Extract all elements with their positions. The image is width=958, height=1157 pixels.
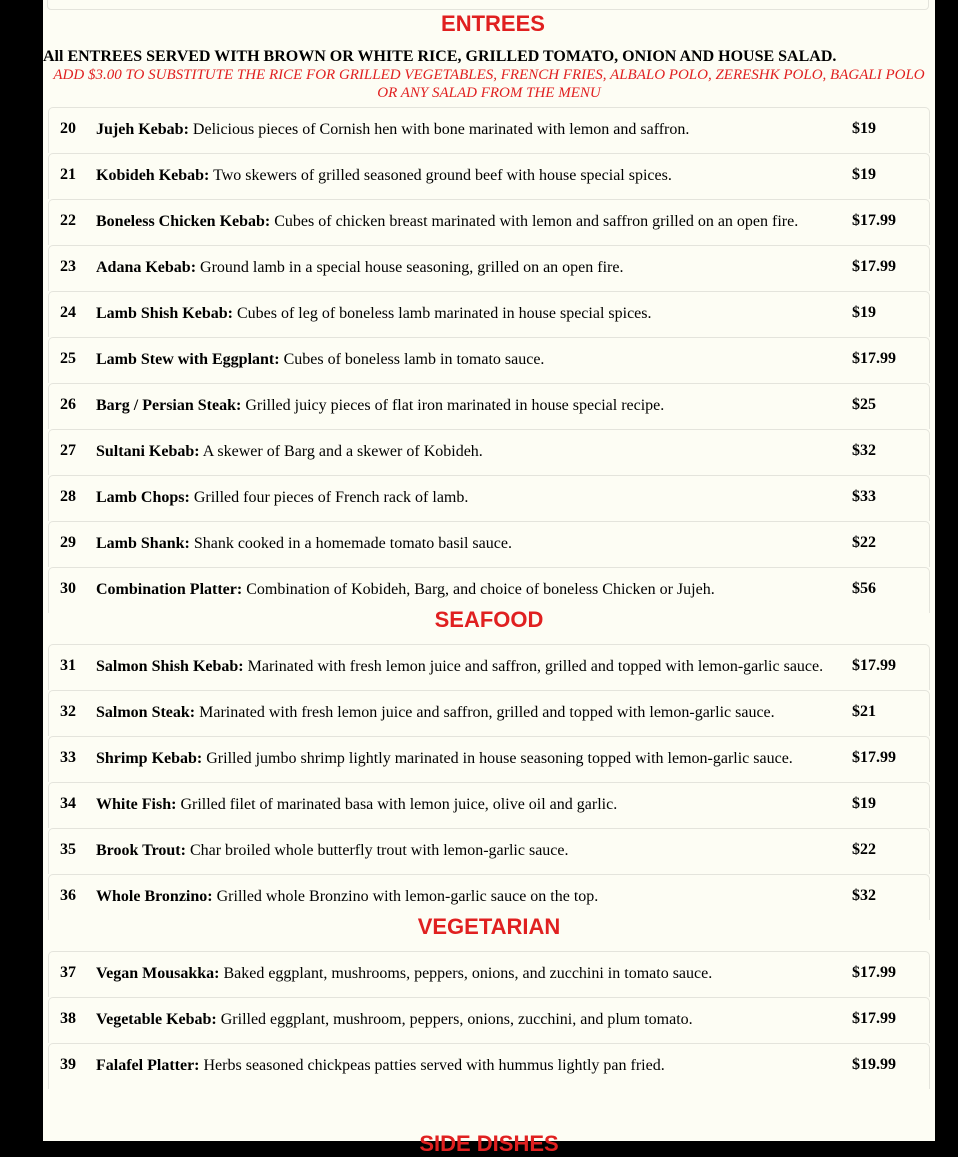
item-number: 23	[60, 258, 76, 275]
item-description: Cubes of boneless lamb in tomato sauce.	[283, 351, 545, 368]
previous-item-row	[47, 0, 929, 10]
item-name: Combination Platter:	[96, 581, 243, 598]
item-description: Grilled four pieces of French rack of lamb.	[193, 489, 469, 506]
item-price: $17.99	[852, 1010, 896, 1027]
item-name: Shrimp Kebab:	[96, 750, 203, 767]
item-name: Falafel Platter:	[96, 1057, 200, 1074]
item-description: Combination of Kobideh, Barg, and choice of boneless Chicken or Jujeh.	[246, 581, 715, 598]
item-name: Lamb Shish Kebab:	[96, 305, 233, 322]
item-description: Marinated with fresh lemon juice and saffron, grilled and topped with lemon-garlic sauce.	[247, 658, 824, 675]
item-name: Kobideh Kebab:	[96, 167, 210, 184]
menu-item	[48, 337, 930, 383]
menu-item	[48, 644, 930, 690]
item-text	[96, 1057, 836, 1075]
seafood-heading: SEAFOOD	[434, 607, 544, 632]
item-description: Baked eggplant, mushrooms, peppers, onions, and zucchini in tomato sauce.	[223, 965, 713, 982]
item-price: $19	[852, 120, 876, 137]
substitution-note: ADD $3.00 TO SUBSTITUTE THE RICE FOR GRILLED VEGETABLES, FRENCH FRIES, ALBALO POLO, ZERESHK POLO, BAGALI POLO OR ANY SALAD FROM THE MENU	[53, 67, 925, 101]
item-name: Vegan Mousakka:	[96, 965, 220, 982]
item-name: Brook Trout:	[96, 842, 186, 859]
item-description: Grilled juicy pieces of flat iron marinated in house special recipe.	[245, 397, 665, 414]
menu-item	[48, 429, 930, 475]
item-name: Vegetable Kebab:	[96, 1011, 217, 1028]
item-price: $22	[852, 534, 876, 551]
item-number: 29	[60, 534, 76, 551]
item-description: Ground lamb in a special house seasoning, grilled on an open fire.	[200, 259, 624, 276]
item-price: $19	[852, 304, 876, 321]
item-price: $17.99	[852, 258, 896, 275]
item-text	[96, 305, 836, 323]
item-price: $25	[852, 396, 876, 413]
item-name: Whole Bronzino:	[96, 888, 213, 905]
item-description: Char broiled whole butterfly trout with lemon-garlic sauce.	[189, 842, 569, 859]
item-name: Jujeh Kebab:	[96, 121, 189, 138]
item-description: Shank cooked in a homemade tomato basil sauce.	[193, 535, 512, 552]
entrees-served-with-note: All ENTREES SERVED WITH BROWN OR WHITE RICE, GRILLED TOMATO, ONION AND HOUSE SALAD.	[43, 48, 837, 65]
item-price: $17.99	[852, 964, 896, 981]
item-name: Salmon Steak:	[96, 704, 196, 721]
item-text	[96, 121, 836, 139]
menu-page	[43, 0, 935, 1156]
item-price: $19.99	[852, 1056, 896, 1073]
menu-item	[48, 521, 930, 567]
item-description: Marinated with fresh lemon juice and saffron, grilled and topped with lemon-garlic sauce.	[199, 704, 775, 721]
menu-item	[48, 782, 930, 828]
vegetarian-heading: VEGETARIAN	[417, 914, 561, 939]
item-description: Cubes of chicken breast marinated with lemon and saffron grilled on an open fire.	[274, 213, 799, 230]
item-price: $17.99	[852, 749, 896, 766]
item-text	[96, 397, 836, 415]
entrees-heading: ENTREES	[441, 11, 545, 36]
item-name: Adana Kebab:	[96, 259, 197, 276]
item-price: $32	[852, 887, 876, 904]
item-text	[96, 1011, 836, 1029]
menu-item	[48, 291, 930, 337]
item-description: Grilled jumbo shrimp lightly marinated in house seasoning topped with lemon-garlic sauce.	[206, 750, 793, 767]
menu-item	[48, 690, 930, 736]
menu-item	[48, 383, 930, 429]
item-price: $56	[852, 580, 876, 597]
item-text	[96, 581, 836, 599]
menu-item	[48, 107, 930, 153]
item-description: Herbs seasoned chickpeas patties served with hummus lightly pan fried.	[203, 1057, 665, 1074]
item-number: 31	[60, 657, 76, 674]
item-price: $19	[852, 795, 876, 812]
item-number: 24	[60, 304, 76, 321]
item-description: Grilled whole Bronzino with lemon-garlic sauce on the top.	[216, 888, 599, 905]
item-name: Barg / Persian Steak:	[96, 397, 242, 414]
item-name: Salmon Shish Kebab:	[96, 658, 244, 675]
item-price: $22	[852, 841, 876, 858]
menu-item	[48, 153, 930, 199]
menu-item	[48, 475, 930, 521]
item-number: 38	[60, 1010, 76, 1027]
item-price: $17.99	[852, 212, 896, 229]
seafood-list	[48, 644, 930, 920]
item-number: 33	[60, 749, 76, 766]
item-text	[96, 965, 836, 983]
item-text	[96, 888, 836, 906]
menu-item	[48, 1043, 930, 1089]
item-text	[96, 658, 836, 676]
item-name: Lamb Chops:	[96, 489, 190, 506]
side-dishes-heading: SIDE DISHES	[419, 1131, 559, 1156]
menu-item	[48, 736, 930, 782]
item-text	[96, 443, 836, 461]
item-text	[96, 842, 836, 860]
item-description: Delicious pieces of Cornish hen with bone marinated with lemon and saffron.	[192, 121, 690, 138]
item-price: $19	[852, 166, 876, 183]
item-number: 26	[60, 396, 76, 413]
menu-item	[48, 951, 930, 997]
item-text	[96, 351, 836, 369]
item-description: A skewer of Barg and a skewer of Kobideh.	[202, 443, 483, 460]
menu-item	[48, 199, 930, 245]
vegetarian-list	[48, 951, 930, 1089]
item-text	[96, 796, 836, 814]
menu-item	[48, 245, 930, 291]
item-price: $17.99	[852, 657, 896, 674]
item-text	[96, 535, 836, 553]
item-price: $32	[852, 442, 876, 459]
item-price: $21	[852, 703, 876, 720]
item-name: White Fish:	[96, 796, 177, 813]
item-description: Cubes of leg of boneless lamb marinated in house special spices.	[236, 305, 652, 322]
item-number: 34	[60, 795, 76, 812]
item-number: 30	[60, 580, 76, 597]
entrees-list	[48, 107, 930, 613]
item-text	[96, 213, 836, 231]
item-text	[96, 489, 836, 507]
item-number: 25	[60, 350, 76, 367]
item-number: 28	[60, 488, 76, 505]
item-number: 22	[60, 212, 76, 229]
item-price: $33	[852, 488, 876, 505]
menu-item	[48, 997, 930, 1043]
item-description: Grilled filet of marinated basa with lemon juice, olive oil and garlic.	[180, 796, 618, 813]
item-description: Grilled eggplant, mushroom, peppers, onions, zucchini, and plum tomato.	[220, 1011, 693, 1028]
item-name: Lamb Shank:	[96, 535, 190, 552]
item-text	[96, 750, 836, 768]
item-text	[96, 704, 836, 722]
item-number: 39	[60, 1056, 76, 1073]
item-number: 32	[60, 703, 76, 720]
item-name: Sultani Kebab:	[96, 443, 200, 460]
item-text	[96, 259, 836, 277]
item-text	[96, 167, 836, 185]
item-number: 20	[60, 120, 76, 137]
item-number: 27	[60, 442, 76, 459]
item-number: 36	[60, 887, 76, 904]
item-price: $17.99	[852, 350, 896, 367]
item-description: Two skewers of grilled seasoned ground beef with house special spices.	[213, 167, 672, 184]
item-name: Boneless Chicken Kebab:	[96, 213, 271, 230]
item-number: 37	[60, 964, 76, 981]
item-number: 35	[60, 841, 76, 858]
menu-item	[48, 828, 930, 874]
item-number: 21	[60, 166, 76, 183]
item-name: Lamb Stew with Eggplant:	[96, 351, 280, 368]
